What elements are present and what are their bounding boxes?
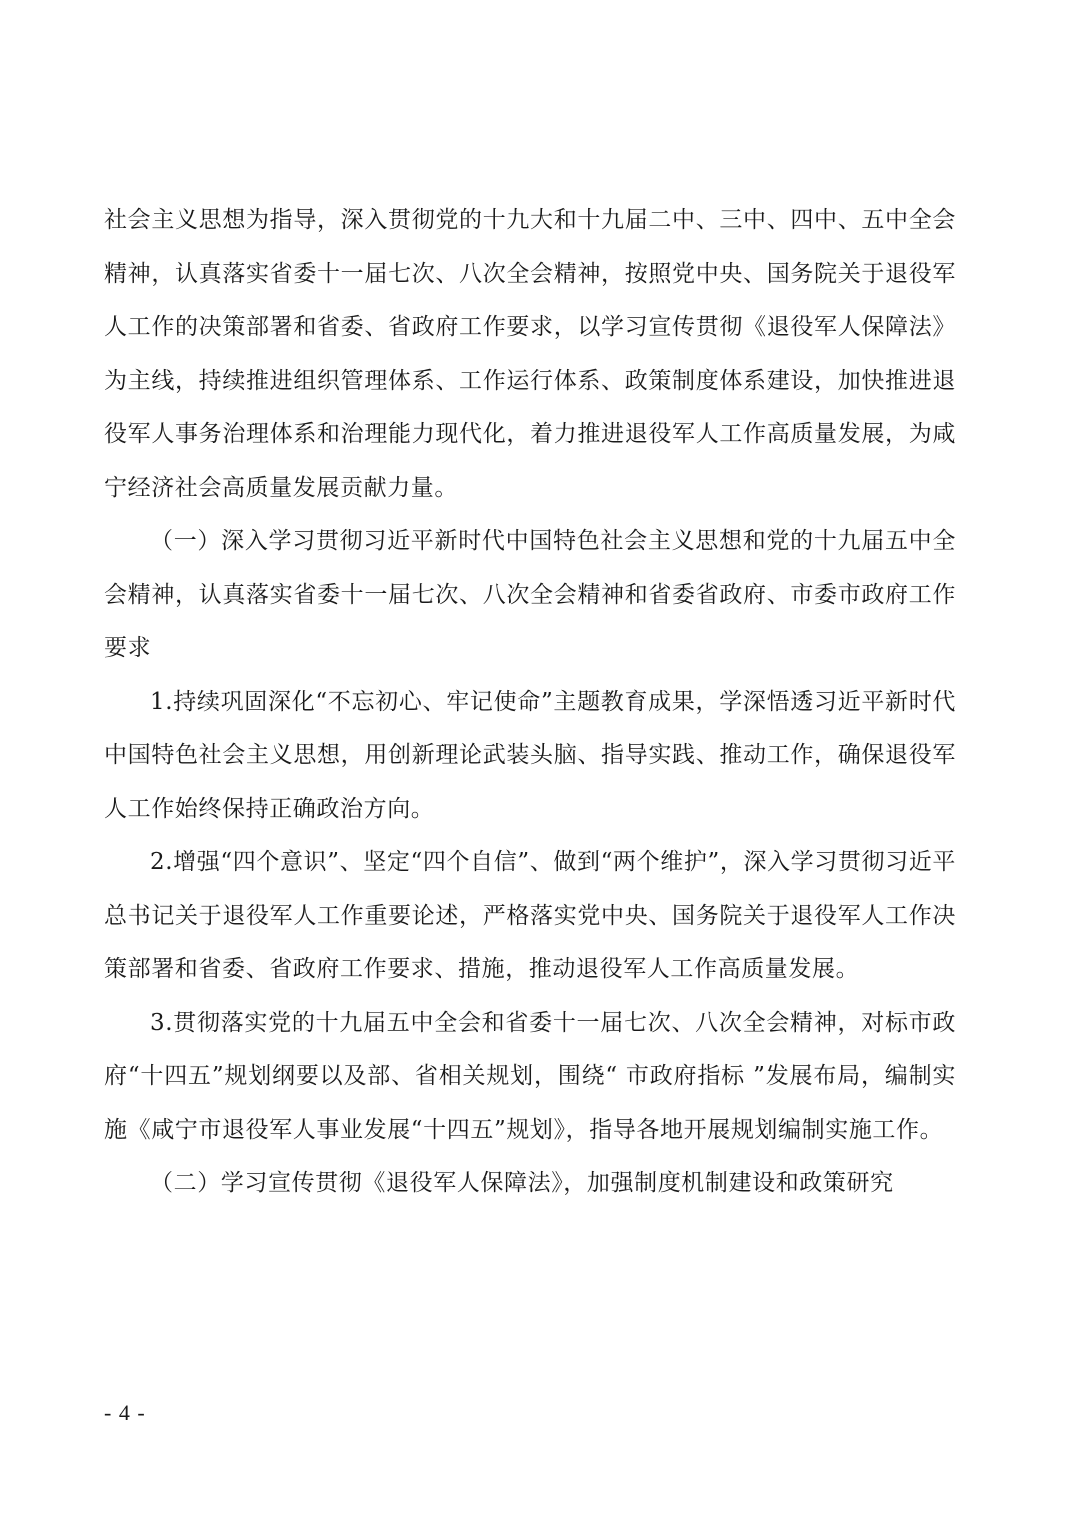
- document-body: [104, 194, 956, 1211]
- page-number: - 4 -: [104, 1400, 146, 1425]
- section-heading-2: （二）学习宣传贯彻《退役军人保障法》，加强制度机制建设和政策研究: [150, 1170, 894, 1196]
- list-item-2: 2.增强“四个意识”、坚定“四个自信”、做到“两个维护”，深入学习贯彻习近平总书记关于退役军人工作重要论述，严格落实党中央、国务院关于退役军人工作决策部署和省委、省政府工作要求、措施，推动退役军人工作高质量发展。: [104, 849, 956, 982]
- body-paragraph-guiding-principles: 社会主义思想为指导，深入贯彻党的十九大和十九届二中、三中、四中、五中全会精神，认真落实省委十一届七次、八次全会精神，按照党中央、国务院关于退役军人工作的决策部署和省委、省政府工作要求，以学习宣传贯彻《退役军人保障法》为主线，持续推进组织管理体系、工作运行体系、政策制度体系建设，加快推进退役军人事务治理体系和治理能力现代化，着力推进退役军人工作高质量发展，为咸宁经济社会高质量发展贡献力量。: [104, 207, 956, 501]
- list-item-1: 1.持续巩固深化“不忘初心、牢记使命”主题教育成果，学深悟透习近平新时代中国特色社会主义思想，用创新理论武装头脑、指导实践、推动工作，确保退役军人工作始终保持正确政治方向。: [104, 688, 956, 822]
- list-item-3: 3.贯彻落实党的十九届五中全会和省委十一届七次、八次全会精神，对标市政府“十四五”规划纲要以及部、省相关规划，围绕“ 市政府指标 ”发展布局，编制实施《咸宁市退役军人事业发展“十四五”规划》，指导各地开展规划编制实施工作。: [104, 1009, 956, 1143]
- section-heading-1: （一）深入学习贯彻习近平新时代中国特色社会主义思想和党的十九届五中全会精神，认真落实省委十一届七次、八次全会精神和省委省政府、市委市政府工作要求: [104, 528, 956, 661]
